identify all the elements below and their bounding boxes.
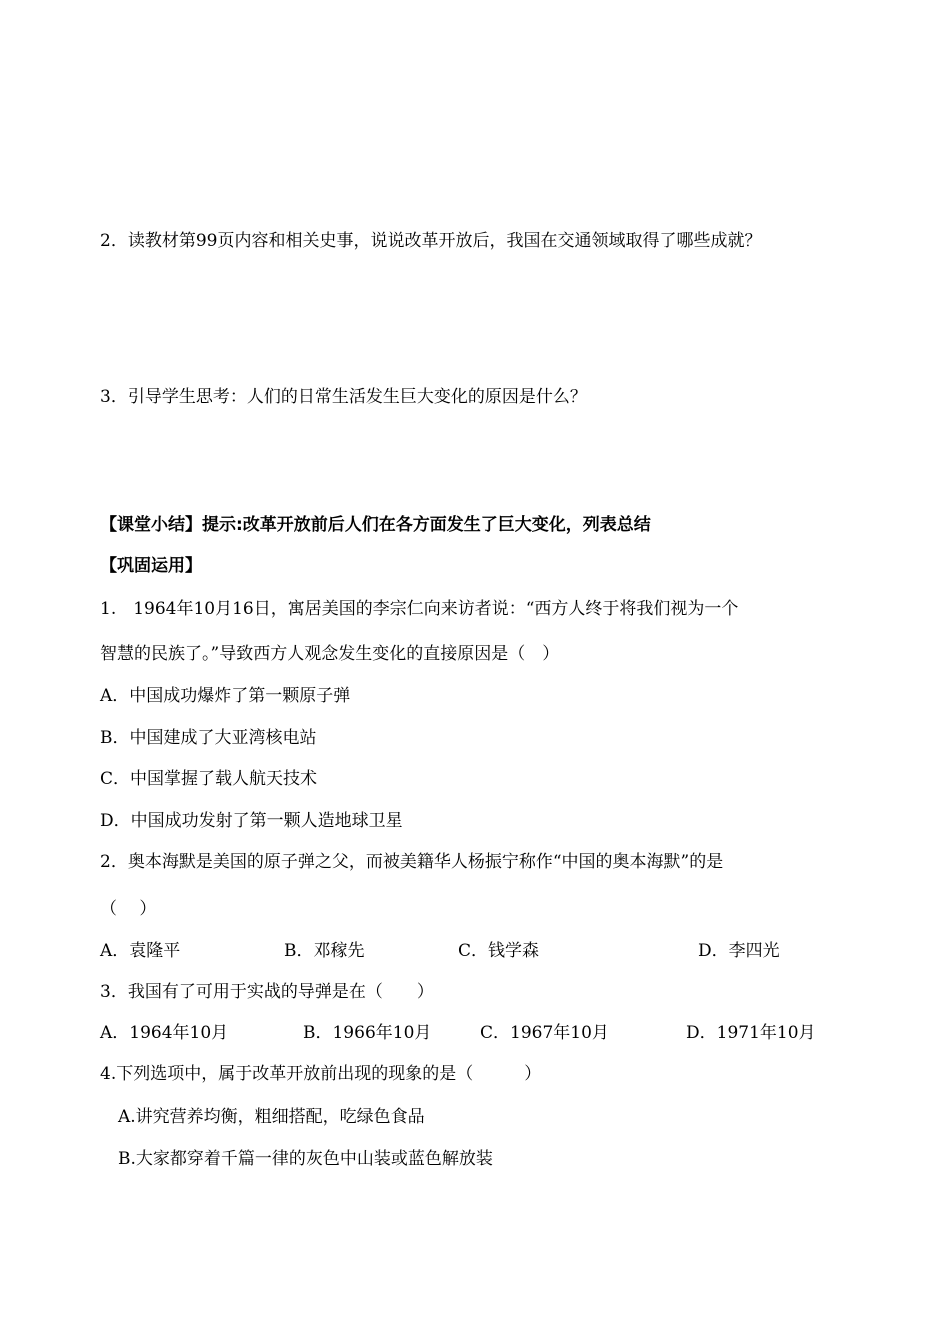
practice-q4-line1: 4.下列选项中，属于改革开放前出现的现象的是（ ） <box>100 1064 542 1084</box>
practice-q1-option-a: A．中国成功爆炸了第一颗原子弹 <box>100 686 351 706</box>
practice-q1-option-d: D．中国成功发射了第一颗人造地球卫星 <box>100 811 403 831</box>
practice-q3-option-b: B．1966年10月 <box>303 1023 432 1043</box>
practice-q2-option-d: D．李四光 <box>698 941 780 961</box>
practice-heading: 【巩固运用】 <box>100 556 202 576</box>
question-top-2: 2．读教材第99页内容和相关史事，说说改革开放后，我国在交通领域取得了哪些成就？ <box>100 231 762 251</box>
practice-q3-option-c: C．1967年10月 <box>480 1023 609 1043</box>
practice-q4-option-b: B.大家都穿着千篇一律的灰色中山装或蓝色解放装 <box>118 1149 493 1169</box>
practice-q1-line2: 智慧的民族了。”导致西方人观念发生变化的直接原因是（ ） <box>100 644 560 664</box>
practice-q2-line1: 2．奥本海默是美国的原子弹之父，而被美籍华人杨振宁称作“中国的奥本海默”的是 <box>100 852 724 872</box>
practice-q2-option-c: C．钱学森 <box>458 941 540 961</box>
practice-q1-option-c: C．中国掌握了载人航天技术 <box>100 769 318 789</box>
practice-q3-line1: 3．我国有了可用于实战的导弹是在（ ） <box>100 982 434 1002</box>
practice-q1-line1: 1. 1964年10月16日，寓居美国的李宗仁向来访者说：“西方人终于将我们视为一个 <box>100 599 739 619</box>
question-top-3: 3．引导学生思考：人们的日常生活发生巨大变化的原因是什么？ <box>100 387 587 407</box>
practice-q3-option-a: A．1964年10月 <box>100 1023 229 1043</box>
practice-q1-option-b: B．中国建成了大亚湾核电站 <box>100 728 317 748</box>
practice-q3-option-d: D．1971年10月 <box>686 1023 816 1043</box>
practice-q2-line2: （ ） <box>100 899 157 919</box>
practice-q4-option-a: A.讲究营养均衡，粗细搭配，吃绿色食品 <box>118 1107 425 1127</box>
practice-q2-option-b: B．邓稼先 <box>284 941 365 961</box>
summary-heading: 【课堂小结】提示:改革开放前后人们在各方面发生了巨大变化，列表总结 <box>100 515 651 535</box>
practice-q2-option-a: A．袁隆平 <box>100 941 181 961</box>
